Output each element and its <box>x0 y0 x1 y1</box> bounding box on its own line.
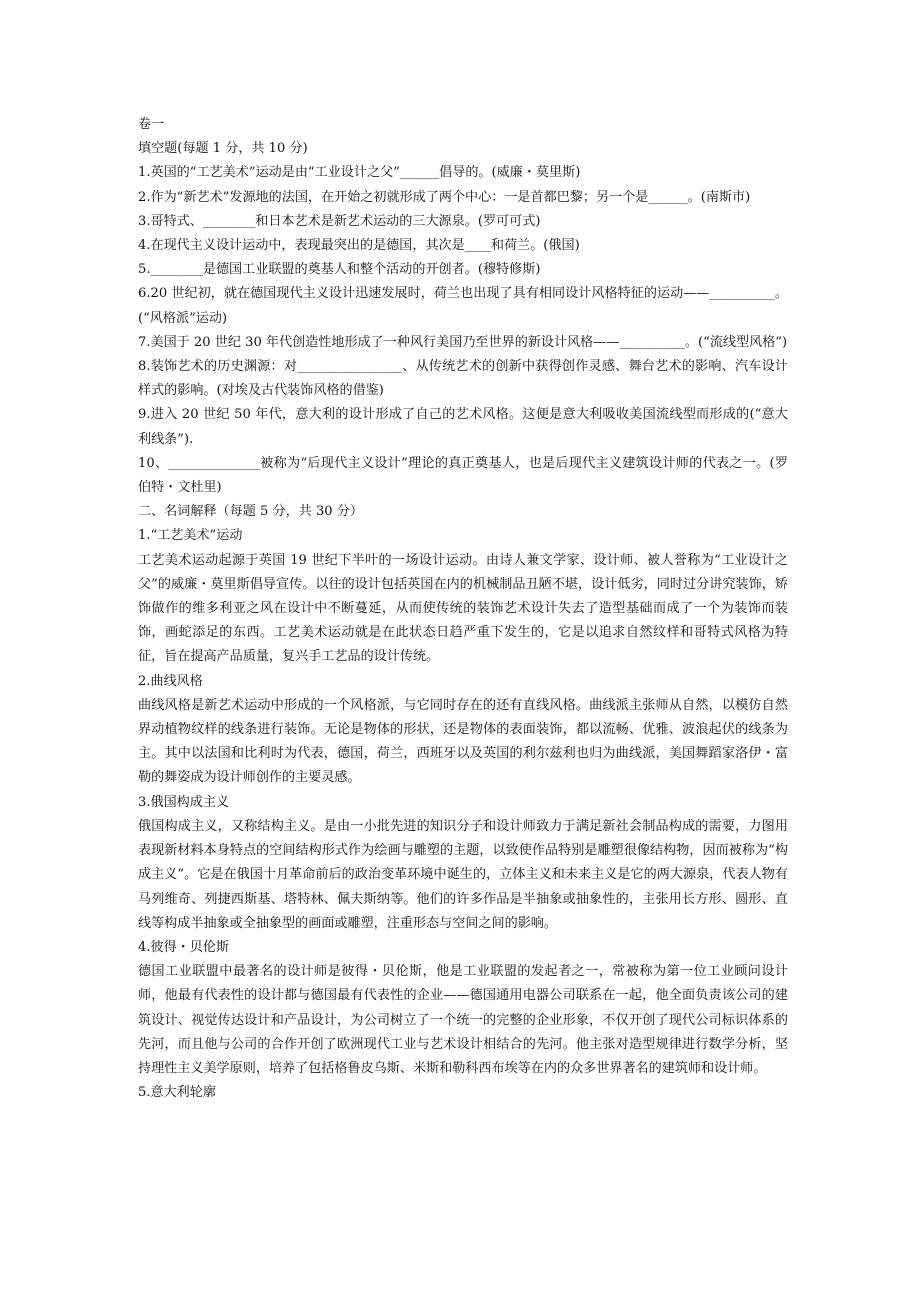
fill-blank-question: 9.进入 20 世纪 50 年代，意大利的设计形成了自己的艺术风格。这便是意大利吸收美国流线型而形成的(“意大利线条”). <box>138 407 788 447</box>
term-definition: 德国工业联盟中最著名的设计师是彼得・贝伦斯，他是工业联盟的发起者之一，常被称为第一位工业顾问设计师，他最有代表性的设计都与德国最有代表性的企业——德国通用电器公司联系在一起，他全面负责该公司的建筑设计、视觉传达设计和产品设计，为公司树立了一个统一的完整的企业形象，不仅开创了现代公司标识体系的先河，而且他与公司的合作开创了欧洲现代工业与艺术设计相结合的先河。他主张对造型规律进行数学分析，坚持理性主义美学原则，培养了包括格鲁皮乌斯、米斯和勒科西布埃等在内的众多世界著名的建筑师和设计师。 <box>138 964 788 1076</box>
term-definition: 曲线风格是新艺术运动中形成的一个风格派，与它同时存在的还有直线风格。曲线派主张师从自然，以模仿自然界动植物纹样的线条进行装饰。无论是物体的形状，还是物体的表面装饰，都以流畅、优雅、波浪起伏的线条为主。其中以法国和比利时为代表，德国，荷兰，西班牙以及英国的利尔兹利也归为曲线派，美国舞蹈家洛伊・富勒的舞姿成为设计师创作的主要灵感。 <box>138 697 788 786</box>
volume-title: 卷一 <box>138 117 165 132</box>
fill-blank-question: 1.英国的“工艺美术”运动是由“工业设计之父”______倡导的。(威廉・莫里斯) <box>138 165 581 181</box>
fill-blank-question: 10、______________被称为“后现代主义设计”理论的真正奠基人，也是后现代主义建筑设计师的代表之一。(罗伯特・文杜里) <box>138 455 788 496</box>
term-definition: 工艺美术运动起源于英国 19 世纪下半叶的一场设计运动。由诗人兼文学家、设计师、被人誉称为“工业设计之父”的威廉・莫里斯倡导宣传。以往的设计包括英国在内的机械制品丑陋不堪，设计低劣，同时过分讲究装饰，矫饰做作的维多利亚之风在设计中不断蔓延，从而使传统的装饰艺术设计失去了造型基础而成了一个为装饰而装饰，画蛇添足的东西。工艺美术运动就是在此状态日趋严重下发生的，它是以追求自然纹样和哥特式风格为特征，旨在提高产品质量，复兴手工艺品的设计传统。 <box>138 552 788 665</box>
term-title: 3.俄国构成主义 <box>138 794 230 810</box>
section-heading-fill-blank: 填空题(每题 1 分，共 10 分) <box>138 141 308 157</box>
term-title: 2.曲线风格 <box>138 673 203 689</box>
fill-blank-question: 3.哥特式、________和日本艺术是新艺术运动的三大源泉。(罗可可式) <box>138 213 541 229</box>
fill-blank-question: 8.装饰艺术的历史渊源：对________________、从传统艺术的创新中获得创作灵感、舞台艺术的影响、汽车设计样式的影响。(对埃及古代装饰风格的借鉴) <box>138 359 788 399</box>
section-heading-term-definitions: 二、名词解释（每题 5 分，共 30 分） <box>138 504 363 520</box>
fill-blank-question: 5.________是德国工业联盟的奠基人和整个活动的开创者。(穆特修斯) <box>138 262 541 278</box>
fill-blank-question: 6.20 世纪初，就在德国现代主义设计迅速发展时，荷兰也出现了具有相同设计风格特征的运动——__________。(“风格派”运动) <box>138 286 788 326</box>
term-definition: 俄国构成主义，又称结构主义。是由一小批先进的知识分子和设计师致力于满足新社会制品构成的需要，力图用表现新材料本身特点的空间结构形式作为绘画与雕塑的主题，以致使作品特别是雕塑很像结构物，因而被称为“构成主义”。它是在俄国十月革命前后的政治变革环境中诞生的，立体主义和未来主义是它的两大源泉，代表人物有马列维奇、列捷西斯基、塔特林、佩夫斯纳等。他们的许多作品是半抽象或抽象性的，主张用长方形、圆形、直线等构成半抽象或全抽象型的画面或雕塑，注重形态与空间之间的影响。 <box>138 818 788 931</box>
term-title: 5.意大利轮廓 <box>138 1085 216 1101</box>
document-page <box>138 113 788 1105</box>
term-title: 1.“工艺美术”运动 <box>138 528 243 544</box>
term-title: 4.彼得・贝伦斯 <box>138 939 230 955</box>
fill-blank-question: 7.美国于 20 世纪 30 年代创造性地形成了一种风行美国乃至世界的新设计风格——__________。(“流线型风格”) <box>138 334 788 350</box>
fill-blank-question: 4.在现代主义设计运动中，表现最突出的是德国，其次是____和荷兰。(俄国) <box>138 238 580 254</box>
fill-blank-question: 2.作为“新艺术”发源地的法国，在开始之初就形成了两个中心：一是首都巴黎；另一个是______。(南斯市) <box>138 189 751 205</box>
